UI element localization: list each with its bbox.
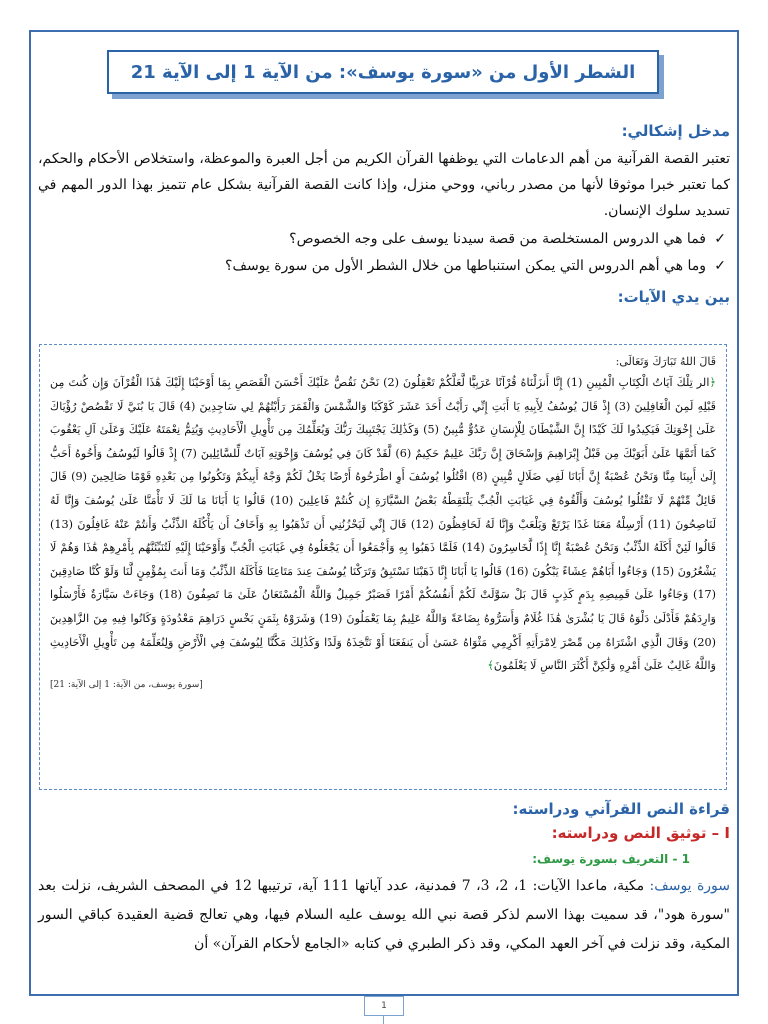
list-item <box>38 253 730 280</box>
study-subheading: I – توثيق النص ودراسته: <box>551 824 730 842</box>
study-text: مكية، ماعدا الآيات: 1، 2، 3، 7 فمدنية، عدد آياتها 111 آية، ترتيبها 12 في المصحف الشريف، نزلت بعد "سورة هود"، قد سميت بهذا الاسم لذكر قصة نبي الله يوسف عليه السلام فيها، وهي تعالج قضية العقيدة كباقي السور المكية، وقد نزلت في آخر العهد المكي، وقد ذكر الطبري في كتابه «الجامع لأحكام القرآن» أن <box>38 878 730 952</box>
verses-box <box>39 344 727 790</box>
study-heading: قراءة النص القرآني ودراسته: <box>512 800 730 818</box>
intro-paragraph: تعتبر القصة القرآنية من أهم الدعامات التي يوظفها القرآن الكريم من أجل العبرة والموعظة، واستخلاص الأحكام والحكم، كما تعتبر خبرا موثوقا لأنها من مصدر رباني، ووحي منزل، وإذا كانت القصة القرآنية بشكل عام تتميز بهذا الدور المهم في تسديد سلوك الإنسان. <box>38 151 730 219</box>
verses-reference: [سورة يوسف، من الآية: 1 إلى الآية: 21] <box>50 679 203 690</box>
verses-intro: قَالَ اللهُ تَبَارَكَ وَتَعَالَى: <box>615 355 716 368</box>
page-title: الشطر الأول من «سورة يوسف»: من الآية 1 إلى الآية 21 <box>107 50 659 94</box>
study-lead: سورة يوسف: <box>649 878 731 894</box>
page-number-tick <box>383 1016 384 1024</box>
verses-heading: بين يدي الآيات: <box>617 288 730 306</box>
intro-section <box>38 120 730 308</box>
verse-close-bracket: ﴾ <box>487 659 494 673</box>
study-section <box>38 798 730 959</box>
question-list <box>38 226 730 280</box>
intro-heading: مدخل إشكالي: <box>621 122 730 140</box>
question-text: فما هي الدروس المستخلصة من قصة سيدنا يوسف على وجه الخصوص؟ <box>289 231 706 247</box>
page-number: 1 <box>364 996 404 1016</box>
verses-text <box>50 371 716 678</box>
list-item <box>38 226 730 253</box>
checkmark-icon: ✓ <box>714 231 726 247</box>
checkmark-icon: ✓ <box>714 258 726 274</box>
study-paragraph <box>38 872 730 959</box>
study-subsubheading: 1 - التعريف بسورة يوسف: <box>532 852 690 866</box>
question-text: وما هي أهم الدروس التي يمكن استنباطها من خلال الشطر الأول من سورة يوسف؟ <box>225 258 706 274</box>
verse-open-bracket: ﴿ <box>709 376 716 389</box>
verses-body: الر تِلْكَ آيَاتُ الْكِتَابِ الْمُبِينِ (1) إِنَّا أَنزَلْنَاهُ قُرْآنًا عَرَبِيًّا لَّعَلَّكُمْ تَعْقِلُونَ (2) نَحْنُ نَقُصُّ عَلَيْكَ أَحْسَنَ الْقَصَصِ بِمَا أَوْحَيْنَا إِلَيْكَ هَٰذَا الْقُرْآنَ وَإِن كُنتَ مِن قَبْلِهِ لَمِنَ الْغَافِلِينَ (3) إِذْ قَالَ يُوسُفُ لِأَبِيهِ يَا أَبَتِ إِنِّي رَأَيْتُ أَحَدَ عَشَرَ كَوْكَبًا وَالشَّمْسَ وَالْقَمَرَ رَأَيْتُهُمْ لِي سَاجِدِينَ (4) قَالَ يَا بُنَيَّ لَا تَقْصُصْ رُؤْيَاكَ عَلَىٰ إِخْوَتِكَ فَيَكِيدُوا لَكَ كَيْدًا إِنَّ الشَّيْطَانَ لِلْإِنسَانِ عَدُوٌّ مُّبِينٌ (5) وَكَذَٰلِكَ يَجْتَبِيكَ رَبُّكَ وَيُعَلِّمُكَ مِن تَأْوِيلِ الْأَحَادِيثِ وَيُتِمُّ نِعْمَتَهُ عَلَيْكَ وَعَلَىٰ آلِ يَعْقُوبَ كَمَا أَتَمَّهَا عَلَىٰ أَبَوَيْكَ مِن قَبْلُ إِبْرَاهِيمَ وَإِسْحَاقَ إِنَّ رَبَّكَ عَلِيمٌ حَكِيمٌ (6) لَّقَدْ كَانَ فِي يُوسُفَ وَإِخْوَتِهِ آيَاتٌ لِّلسَّائِلِينَ (7) إِذْ قَالُوا لَيُوسُفُ وَأَخُوهُ أَحَبُّ إِلَىٰ أَبِينَا مِنَّا وَنَحْنُ عُصْبَةٌ إِنَّ أَبَانَا لَفِي ضَلَالٍ مُّبِينٍ (8) اقْتُلُوا يُوسُفَ أَوِ اطْرَحُوهُ أَرْضًا يَخْلُ لَكُمْ وَجْهُ أَبِيكُمْ وَتَكُونُوا مِن بَعْدِهِ قَوْمًا صَالِحِينَ (9) قَالَ قَائِلٌ مِّنْهُمْ لَا تَقْتُلُوا يُوسُفَ وَأَلْقُوهُ فِي غَيَابَتِ الْجُبِّ يَلْتَقِطْهُ بَعْضُ السَّيَّارَةِ إِن كُنتُمْ فَاعِلِينَ (10) قَالُوا يَا أَبَانَا مَا لَكَ لَا تَأْمَنَّا عَلَىٰ يُوسُفَ وَإِنَّا لَهُ لَنَاصِحُونَ (11) أَرْسِلْهُ مَعَنَا غَدًا يَرْتَعْ وَيَلْعَبْ وَإِنَّا لَهُ لَحَافِظُونَ (12) قَالَ إِنِّي لَيَحْزُنُنِي أَن تَذْهَبُوا بِهِ وَأَخَافُ أَن يَأْكُلَهُ الذِّئْبُ وَأَنتُمْ عَنْهُ غَافِلُونَ (13) قَالُوا لَئِنْ أَكَلَهُ الذِّئْبُ وَنَحْنُ عُصْبَةٌ إِنَّا إِذًا لَّخَاسِرُونَ (14) فَلَمَّا ذَهَبُوا بِهِ وَأَجْمَعُوا أَن يَجْعَلُوهُ فِي غَيَابَتِ الْجُبِّ وَأَوْحَيْنَا إِلَيْهِ لَتُنَبِّئَنَّهُم بِأَمْرِهِمْ هَٰذَا وَهُمْ لَا يَشْعُرُونَ (15) وَجَاءُوا أَبَاهُمْ عِشَاءً يَبْكُونَ (16) قَالُوا يَا أَبَانَا إِنَّا ذَهَبْنَا نَسْتَبِقُ وَتَرَكْنَا يُوسُفَ عِندَ مَتَاعِنَا فَأَكَلَهُ الذِّئْبُ وَمَا أَنتَ بِمُؤْمِنٍ لَّنَا وَلَوْ كُنَّا صَادِقِينَ (17) وَجَاءُوا عَلَىٰ قَمِيصِهِ بِدَمٍ كَذِبٍ قَالَ بَلْ سَوَّلَتْ لَكُمْ أَنفُسُكُمْ أَمْرًا فَصَبْرٌ جَمِيلٌ وَاللَّهُ الْمُسْتَعَانُ عَلَىٰ مَا تَصِفُونَ (18) وَجَاءَتْ سَيَّارَةٌ فَأَرْسَلُوا وَارِدَهُمْ فَأَدْلَىٰ دَلْوَهُ قَالَ يَا بُشْرَىٰ هَٰذَا غُلَامٌ وَأَسَرُّوهُ بِضَاعَةً وَاللَّهُ عَلِيمٌ بِمَا يَعْمَلُونَ (19) وَشَرَوْهُ بِثَمَنٍ بَخْسٍ دَرَاهِمَ مَعْدُودَةٍ وَكَانُوا فِيهِ مِنَ الزَّاهِدِينَ (20) وَقَالَ الَّذِي اشْتَرَاهُ مِن مِّصْرَ لِامْرَأَتِهِ أَكْرِمِي مَثْوَاهُ عَسَىٰ أَن يَنفَعَنَا أَوْ نَتَّخِذَهُ وَلَدًا وَكَذَٰلِكَ مَكَّنَّا لِيُوسُفَ فِي الْأَرْضِ وَلِنُعَلِّمَهُ مِن تَأْوِيلِ الْأَحَادِيثِ وَاللَّهُ غَالِبٌ عَلَىٰ أَمْرِهِ وَلَٰكِنَّ أَكْثَرَ النَّاسِ لَا يَعْلَمُونَ <box>50 376 717 673</box>
